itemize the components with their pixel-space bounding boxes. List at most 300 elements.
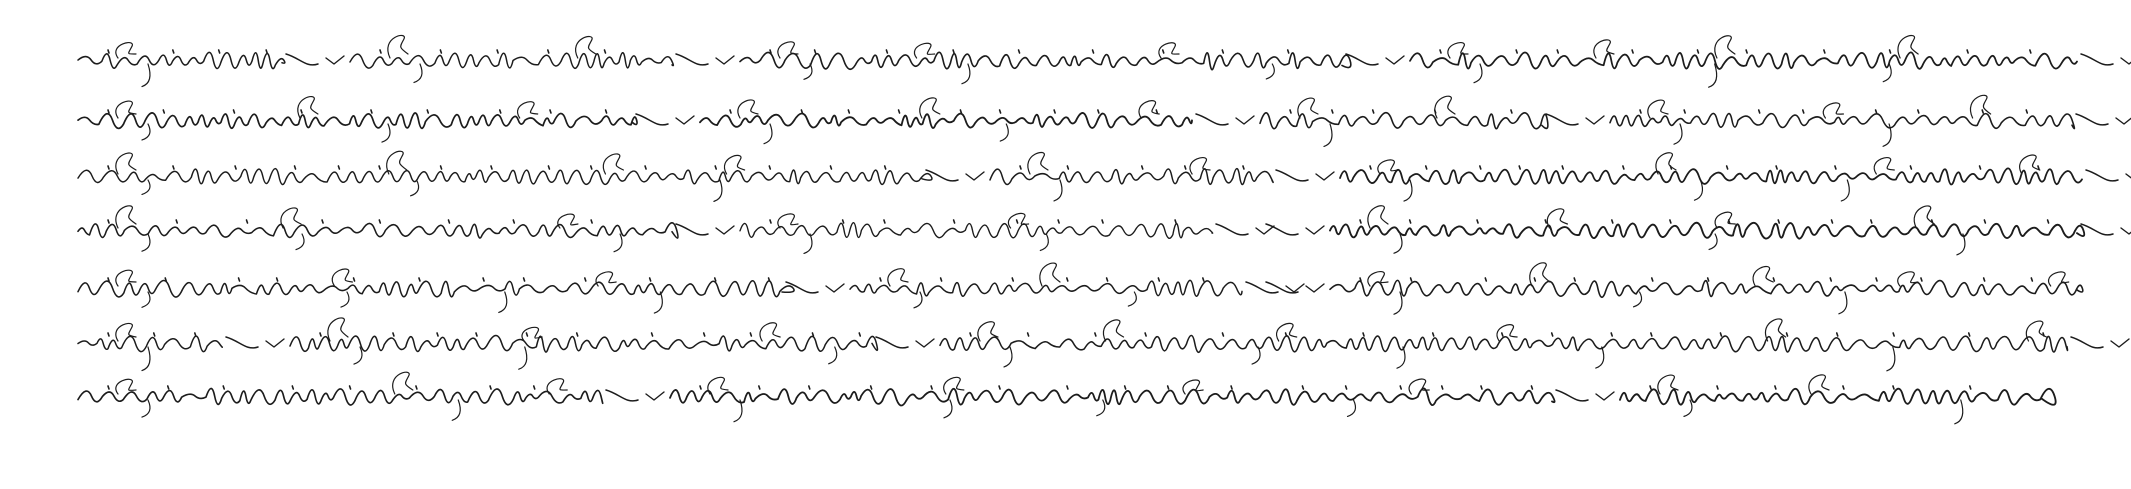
handwriting-stroke [916,339,934,347]
handwriting-stroke [2026,321,2046,341]
handwriting-stroke [116,206,136,228]
handwriting-stroke [108,278,109,281]
handwriting-stroke [1095,333,1096,336]
handwriting-stroke [416,386,417,389]
handwriting-stroke [1216,224,1248,235]
handwriting-stroke [859,333,860,336]
handwriting-stroke [876,337,908,348]
handwriting-stroke [2121,226,2131,234]
handwriting-stroke [497,50,498,53]
handwriting-stroke [1787,333,1788,336]
handwriting-stroke [534,386,535,389]
handwriting-stroke [1835,166,1836,169]
handwriting-stroke [941,278,942,281]
handwriting-stroke [724,155,744,174]
handwriting-stroke [526,333,527,336]
handwriting-stroke [1759,110,1760,113]
handwriting-stroke [548,50,549,53]
handwriting-stroke [1918,110,1919,113]
handwriting-stroke [142,124,150,140]
handwriting-stroke [1715,36,1735,58]
handwriting-stroke [1720,333,1721,336]
handwriting-stroke [953,50,954,53]
handwriting-stroke [734,400,742,422]
handwriting-stroke [645,166,646,169]
handwriting-stroke [328,318,348,341]
handwriting-stroke [676,54,708,65]
handwriting-stroke [223,386,224,389]
handwriting-stroke [650,278,651,281]
handwriting-stroke [944,400,952,418]
handwriting-stroke [1260,113,1548,129]
handwriting-stroke [350,386,351,389]
handwriting-stroke [1910,166,1911,169]
handwriting-stroke [414,64,422,82]
handwriting-stroke [154,333,155,336]
handwriting-stroke [700,386,701,389]
handwriting-stroke [704,333,705,336]
handwriting-stroke [142,234,150,251]
handwriting-stroke [1028,152,1048,174]
handwriting-stroke [195,333,196,336]
handwriting-stroke [1231,386,1232,389]
handwriting-stroke [931,386,932,389]
handwriting-stroke [1183,380,1203,394]
handwriting-stroke [1276,170,1308,181]
handwriting-stroke [1330,280,2083,297]
handwriting-stroke [290,336,877,352]
handwriting-stroke [452,400,460,420]
handwriting-stroke [603,154,623,174]
handwriting-stroke [286,54,318,65]
handwriting-stroke [1511,110,1512,113]
handwriting-stroke [1020,166,1021,169]
handwriting-stroke [1594,40,1614,58]
handwriting-stroke [1054,180,1062,201]
handwriting-stroke [388,35,408,58]
handwriting-stroke [1067,166,1068,169]
handwriting-stroke [899,110,900,113]
handwriting-stroke [730,110,731,113]
handwriting-stroke [1163,50,1164,53]
handwriting-stroke [1058,220,1059,223]
handwriting-stroke [591,220,592,223]
handwriting-stroke [970,333,971,336]
handwriting-stroke [393,372,413,394]
handwriting-stroke [1348,400,1356,416]
handwriting-stroke [1017,220,1018,223]
handwriting-stroke [1610,113,2074,128]
handwriting-stroke [78,389,603,405]
handwriting-stroke [670,388,1555,405]
handwriting-stroke [715,278,716,281]
handwriting-stroke [298,97,318,118]
handwriting-stroke [1142,166,1143,169]
handwriting-stroke [944,377,964,394]
handwriting-stroke [1346,386,1347,389]
handwriting-stroke [1876,110,1877,113]
handwriting-stroke [491,166,492,169]
handwriting-stroke [108,110,109,113]
handwriting-stroke [1596,392,1614,400]
handwriting-stroke [1970,386,1971,389]
handwriting-stroke [1650,386,1651,389]
handwriting-stroke [558,214,578,228]
handwriting-stroke [1008,213,1028,228]
handwriting-stroke [292,386,293,389]
handwriting-stroke [1266,64,1274,79]
handwriting-stroke [1175,220,1176,223]
handwriting-stroke [1871,220,1872,223]
handwriting-stroke [108,166,109,169]
handwriting-stroke [1252,347,1260,364]
handwriting-stroke [108,333,109,336]
handwriting-stroke [830,166,831,169]
handwriting-stroke [804,234,812,253]
handwriting-stroke [295,166,296,169]
handwriting-stroke [1632,50,1633,53]
handwriting-stroke [116,153,136,174]
handwriting-stroke [1620,389,2056,405]
handwriting-stroke [778,214,798,228]
handwriting-stroke [1435,96,1455,118]
handwriting-stroke [1477,220,1478,223]
handwriting-stroke [1562,166,1563,169]
handwriting-stroke [1028,333,1029,336]
handwriting-stroke [142,400,150,417]
handwriting-stroke [1097,400,1105,416]
handwriting-stroke [524,278,525,281]
handwriting-stroke [1519,166,1520,169]
handwriting-stroke [1967,50,1968,53]
handwriting-stroke [296,234,304,250]
handwriting-stroke [1574,278,1575,281]
handwriting-stroke [884,220,885,223]
handwriting-stroke [1709,64,1717,87]
handwriting-stroke [1874,158,1894,174]
handwriting-stroke [738,100,758,118]
handwriting-stroke [354,347,362,364]
handwriting-stroke [871,386,872,389]
handwriting-stroke [165,278,166,281]
handwriting-stroke [759,386,760,389]
handwriting-stroke [548,166,549,169]
handwriting-stroke [483,278,484,281]
handwriting-stroke [1697,50,1698,53]
handwriting-stroke [1674,124,1682,144]
handwriting-stroke [990,169,1273,185]
handwriting-stroke [1534,278,1535,281]
handwriting-stroke [1803,110,1804,113]
handwriting-stroke [176,220,177,223]
handwriting-stroke [1158,278,1159,281]
handwriting-stroke [843,220,844,223]
handwriting-stroke [142,64,150,87]
handwriting-stroke [888,269,908,286]
handwriting-stroke [1306,284,1324,292]
handwriting-stroke [427,110,428,113]
handwriting-stroke [173,50,174,53]
handwriting-stroke [78,113,637,129]
handwriting-stroke [519,347,527,369]
handwriting-stroke [1410,52,2077,68]
handwriting-stroke [379,220,380,223]
handwriting-stroke [1368,272,1388,286]
handwriting-stroke [606,390,638,401]
handwriting-stroke [233,110,234,113]
handwriting-stroke [716,56,734,64]
handwriting-stroke [1159,43,1179,58]
handwriting-stroke [78,336,222,352]
handwriting-stroke [1000,124,1008,141]
handwriting-stroke [1368,206,1388,228]
handwriting-stroke [1067,386,1068,389]
handwriting-stroke [1656,153,1676,174]
handwriting-stroke [1067,278,1068,281]
handwriting-stroke [1651,333,1652,336]
handwriting-stroke [1753,267,1773,286]
handwriting-stroke [1306,226,1324,234]
handwriting-stroke [1370,166,1371,169]
handwriting-stroke [547,379,567,394]
handwriting-stroke [1773,278,1774,281]
handwriting-stroke [1502,333,1503,336]
handwriting-stroke [1823,103,1843,118]
handwriting-stroke [850,280,1242,296]
handwriting-stroke [1670,220,1671,223]
handwriting-stroke [1612,220,1613,223]
handwriting-stroke [2076,114,2108,125]
handwriting-stroke [1103,320,1123,341]
handwriting-stroke [1980,166,1981,169]
handwriting-stroke [1222,333,1223,336]
handwriting-stroke [1363,333,1364,336]
handwriting-stroke [801,110,802,113]
handwriting-stroke [769,166,770,169]
handwriting-stroke [815,50,816,53]
handwriting-stroke [1474,64,1482,83]
handwriting-stroke [1196,114,1228,125]
handwriting-stroke [235,166,236,169]
handwriting-stroke [999,386,1000,389]
handwriting-stroke [1288,50,1289,53]
handwriting-stroke [371,110,372,113]
handwriting-stroke [714,180,722,201]
handwriting-stroke [2081,54,2113,65]
handwriting-stroke [646,392,664,400]
handwriting-stroke [1887,347,1895,371]
handwriting-stroke [1256,226,1274,234]
handwriting-stroke [1107,278,1108,281]
handwriting-stroke [1246,282,1278,293]
handwriting-stroke [786,282,818,293]
handwriting-stroke [1440,50,1441,53]
handwriting-stroke [885,166,886,169]
handwriting-stroke [1969,333,1970,336]
handwriting-stroke [1145,333,1146,336]
handwriting-stroke [1386,56,1404,64]
handwriting-stroke [1893,333,1894,336]
handwriting-stroke [1102,220,1103,223]
handwriting-stroke [173,166,174,169]
handwriting-stroke [1340,168,2082,184]
handwriting-stroke [163,110,164,113]
handwriting-stroke [239,278,240,281]
handwriting-stroke [1684,400,1692,416]
handwriting-stroke [848,110,849,113]
handwriting-stroke [1040,263,1060,286]
handwriting-stroke [1982,110,1983,113]
handwriting-stroke [2121,56,2131,64]
handwriting-stroke [332,269,352,286]
handwriting-stroke [1093,50,1094,53]
handwriting-stroke [1694,180,1702,200]
handwriting-stroke [1839,292,1847,314]
handwriting-stroke [266,50,267,53]
handwriting-stroke [500,110,501,113]
handwriting-stroke [769,278,770,281]
handwriting-stroke [1921,278,1922,281]
handwriting-stroke [108,386,109,389]
handwriting-stroke [604,50,605,53]
handwriting-stroke [1433,333,1434,336]
handwriting-stroke [1893,386,1894,389]
handwriting-stroke [326,56,344,64]
handwriting-stroke [2048,220,2049,223]
handwriting-stroke [652,333,653,336]
handwriting-stroke [1623,166,1624,169]
handwriting-stroke [1778,220,1779,223]
handwriting-stroke [1012,278,1013,281]
handwriting-stroke [1832,220,1833,223]
handwriting-stroke [1837,333,1838,336]
handwriting-stroke [1841,180,1849,201]
handwriting-stroke [700,113,1192,128]
handwriting-stroke [1547,209,1567,228]
handwriting-stroke [826,284,844,292]
handwriting-stroke [1480,166,1481,169]
handwriting-stroke [437,333,438,336]
handwriting-stroke [1556,390,1588,401]
handwriting-stroke [448,220,449,223]
handwriting-stroke [78,223,678,238]
handwriting-stroke [1410,220,1411,223]
handwriting-stroke [1266,224,1298,235]
handwriting-stroke [1717,386,1718,389]
handwriting-stroke [1442,386,1443,389]
handwriting-stroke [1394,292,1402,314]
handwriting-stroke [809,386,810,389]
handwriting-stroke [577,333,578,336]
handwriting-stroke [513,220,514,223]
handwriting-stroke [750,333,751,336]
handwriting-stroke [2081,224,2113,235]
handwriting-stroke [770,50,771,53]
handwriting-stroke [676,116,694,124]
handwriting-stroke [1611,333,1612,336]
handwriting-stroke [322,220,323,223]
handwriting-stroke [606,110,607,113]
handwriting-stroke [226,337,258,348]
handwriting-stroke [716,226,734,234]
handwriting-stroke [341,292,349,307]
handwriting-stroke [1426,166,1427,169]
handwriting-stroke [1652,278,1653,281]
handwriting-stroke [764,124,772,144]
handwriting-stroke [1019,50,1020,53]
handwriting-stroke [441,166,442,169]
handwriting-stroke [108,50,109,53]
handwriting-stroke [354,278,355,281]
handwriting-stroke [1125,386,1126,389]
handwriting-stroke [1156,110,1157,113]
handwriting-stroke [393,333,394,336]
handwriting-stroke [78,52,285,68]
handwriting-stroke [1411,278,1412,281]
handwriting-stroke [1286,284,1304,292]
handwriting-stroke [1546,114,1578,125]
handwriting-stroke [960,110,961,113]
handwriting-stroke [715,166,716,169]
handwriting-stroke [246,220,247,223]
handwriting-stroke [1957,234,1965,255]
handwriting-stroke [142,292,150,307]
handwriting-stroke [1545,220,1546,223]
handwriting-stroke [1684,110,1685,113]
handwriting-stroke [78,169,932,185]
handwriting-stroke [940,335,2068,352]
handwriting-stroke [1243,166,1244,169]
handwriting-stroke [266,339,284,347]
handwriting-stroke [2071,337,2103,348]
handwriting-stroke [596,272,616,286]
handwriting-stroke [1394,234,1402,253]
handwriting-stroke [1890,50,1891,53]
handwriting-stroke [886,50,887,53]
handwriting-stroke [1185,166,1186,169]
handwriting-stroke [2116,116,2131,124]
handwriting-stroke [1596,347,1604,368]
handwriting-stroke [1516,50,1517,53]
handwriting-stroke [1586,116,1604,124]
handwriting-stroke [1040,234,1048,250]
handwriting-stroke [2111,339,2129,347]
handwriting-stroke [1360,278,1361,281]
handwriting-stroke [1324,124,1332,146]
handwriting-stroke [168,386,169,389]
handwriting-stroke [1332,110,1333,113]
handwriting-stroke [2026,110,2027,113]
handwriting-stroke [1843,386,1844,389]
handwriting-stroke [320,333,321,336]
handwriting-stroke [760,323,780,341]
handwriting-stroke [614,234,622,252]
handwriting-stroke [219,50,220,53]
handwriting-stroke [1746,50,1747,53]
handwriting-stroke [1168,386,1169,389]
handwriting-stroke [1984,278,1985,281]
handwriting-stroke [920,98,940,118]
handwriting-stroke [1277,323,1297,341]
handwriting-stroke [490,386,491,389]
handwriting-stroke [2126,172,2131,180]
handwriting-stroke [1400,386,1401,389]
handwriting-stroke [382,124,390,142]
handwriting-stroke [1330,223,2084,239]
handwriting-stroke [1098,110,1099,113]
handwriting-stroke [962,64,970,84]
handwriting-stroke [1552,333,1553,336]
